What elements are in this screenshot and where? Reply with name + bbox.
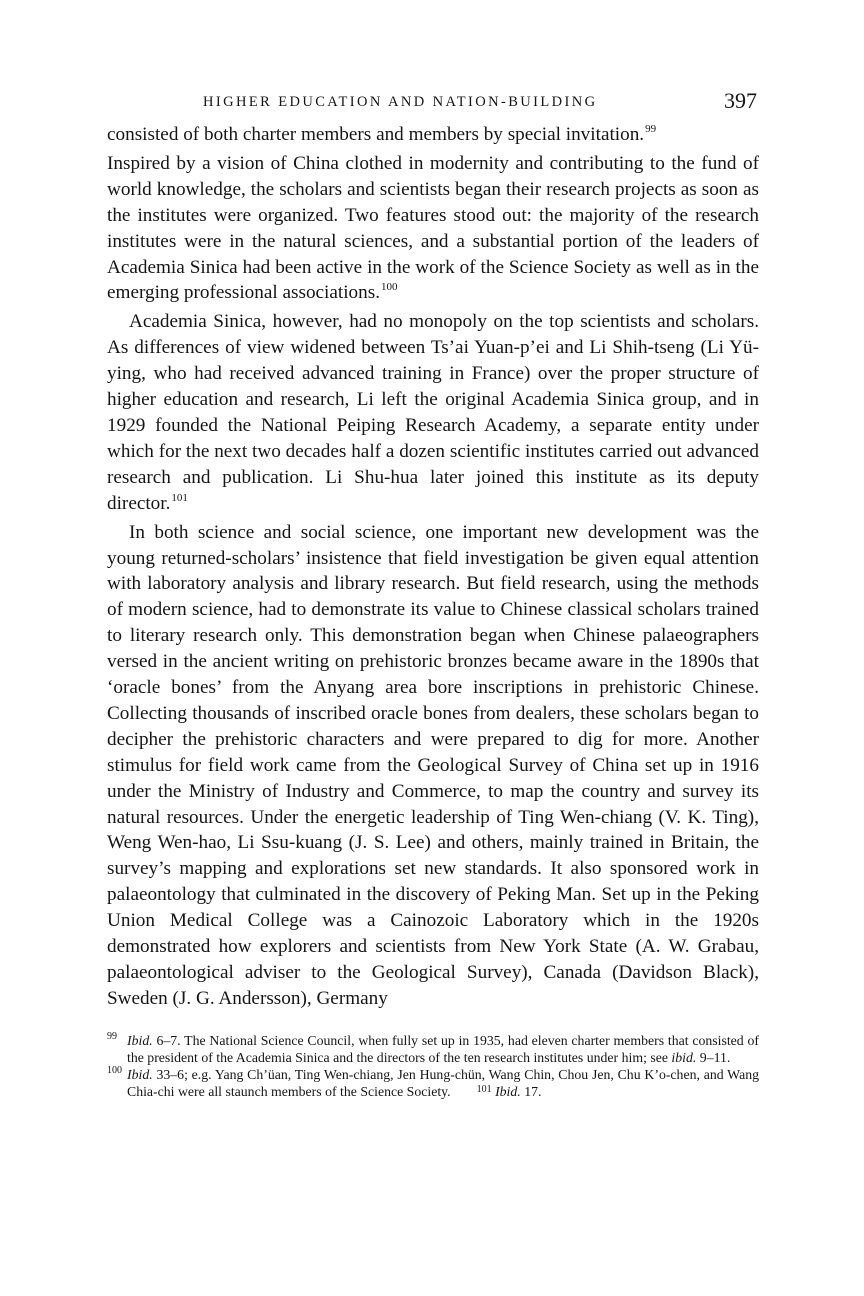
footnote-ref: Ibid.: [495, 1084, 521, 1100]
paragraph-text: Inspired by a vision of China clothed in modernity and contributing to the fund of world knowledge, the scholars and scientists began their research projects as soon as the institutes were organized. Two features stood out: the majority of the research institutes were in the natural sciences, and a substantial portion of the leaders of Academia Sinica had been active in the work of the Science Society as well as in the emerging professional associations.: [107, 152, 759, 304]
paragraph: [107, 151, 759, 309]
footnote-number: 100: [107, 1065, 122, 1077]
footnote-text: 33–6; e.g. Yang Ch’üan, Ting Wen-chiang, Jen Hung-chün, Wang Chin, Chou Jen, Chu K’o-chen, and Wang Chia-chi were all staunch members of the Science Society.: [127, 1067, 759, 1100]
footnote-number: 101: [476, 1084, 492, 1096]
footnote-ref: ibid.: [671, 1050, 697, 1066]
footnote-number: 99: [107, 1030, 117, 1042]
paragraph-text: In both science and social science, one important new development was the young returned-scholars’ insistence that field investigation be given equal attention with laboratory analysis and library research. But field research, using the methods of modern science, had to demonstrate its value to Chinese classical scholars trained to literary research only. This demonstration began when Chinese palaeographers versed in the ancient writing on prehistoric bronzes became aware in the 1890s that ‘oracle bones’ from the Anyang area bore inscriptions in prehistoric Chinese. Collecting thousands of inscribed oracle bones from dealers, these scholars began to decipher the prehistoric characters and were prepared to dig for more. Another stimulus for field work came from the Geological Survey of China set up in 1916 under the Ministry of Industry and Commerce, to map the country and survey its natural resources. Under the energetic leadership of Ting Wen-chiang (V. K. Ting), Weng Wen-hao, Li Ssu-kuang (J. S. Lee) and others, mainly trained in Britain, the survey’s mapping and explorations set new standards. It also sponsored work in palaeontology that culminated in the discovery of Peking Man. Set up in the Peking Union Medical College was a Cainozoic Laboratory which in the 1920s demonstrated how explorers and scientists from New York State (A. W. Grabau, palaeontological adviser to the Geological Survey), Canada (Davidson Black), Sweden (J. G. Andersson), Germany: [107, 521, 759, 1009]
footnote-marker: 101: [171, 491, 188, 504]
footnote-100: [107, 1066, 759, 1102]
paragraph: [107, 520, 759, 1012]
footnote-marker: 100: [381, 281, 398, 294]
footnotes: [107, 1032, 759, 1103]
paragraph: [107, 122, 759, 151]
page-number: 397: [724, 88, 757, 113]
footnote-ref: Ibid.: [127, 1032, 153, 1048]
paragraph-text: consisted of both charter members and members by special invitation.: [107, 124, 645, 145]
footnote-text: 17.: [520, 1084, 542, 1100]
body-text: [107, 122, 759, 1012]
running-title: HIGHER EDUCATION AND NATION-BUILDING: [203, 94, 598, 110]
paragraph: [107, 309, 759, 519]
paragraph-text: Academia Sinica, however, had no monopoly on the top scientists and scholars. As differences of view widened between Ts’ai Yuan-p’ei and Li Shih-tseng (Li Yü-ying, who had received advanced training in France) over the proper structure of higher education and research, Li left the original Academia Sinica group, and in 1929 founded the National Peiping Research Academy, a separate entity under which for the next two decades half a dozen scientific institutes carried out advanced research and publication. Li Shu-hua later joined this institute as its deputy director.: [107, 311, 759, 514]
book-page: [107, 88, 759, 1103]
footnote-text: 6–7. The National Science Council, when fully set up in 1935, had eleven charter members that consisted of the president of the Academia Sinica and the directors of the ten research institutes under him; see: [127, 1032, 759, 1066]
footnote-marker: 99: [645, 123, 657, 135]
footnote-text: 9–11.: [696, 1050, 731, 1066]
footnote-99: [107, 1032, 759, 1066]
running-head: [107, 88, 759, 118]
footnote-ref: Ibid.: [127, 1067, 153, 1083]
